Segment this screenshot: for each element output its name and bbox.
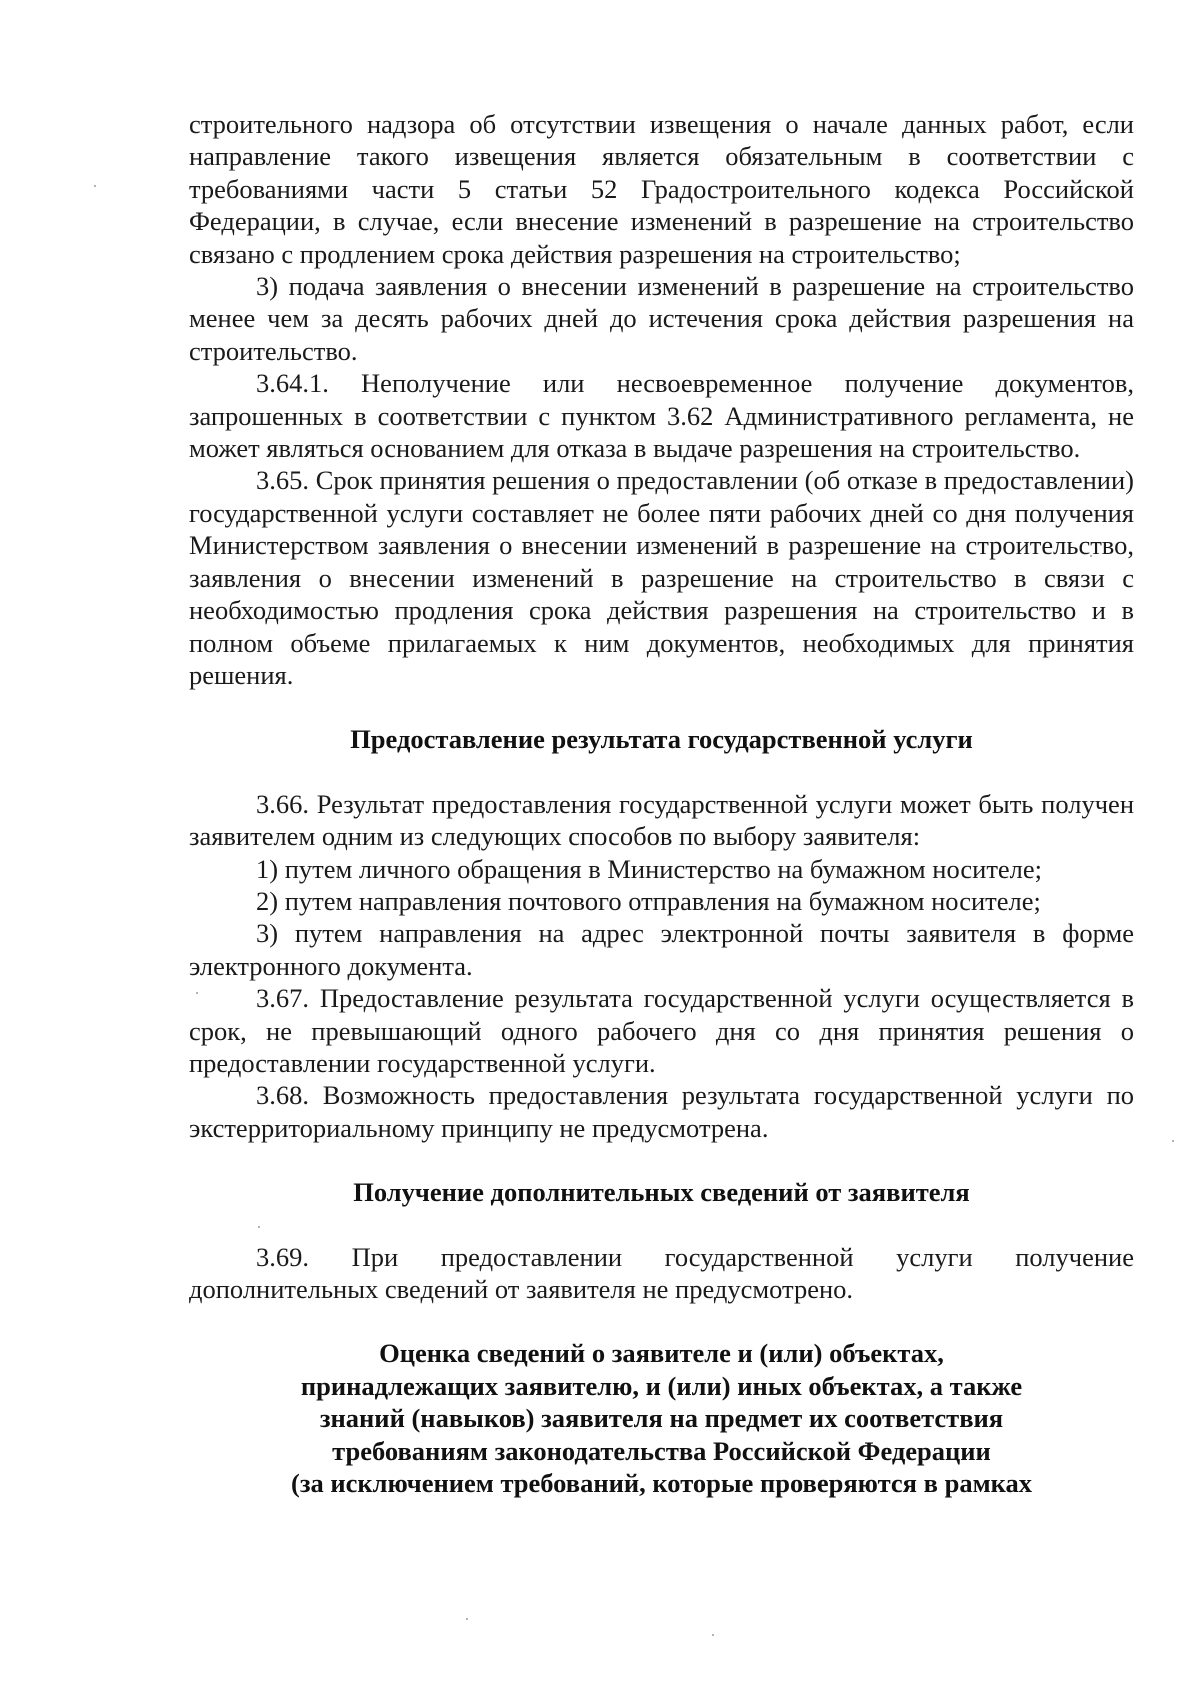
heading-line: знаний (навыков) заявителя на предмет их соответствия (319, 1403, 1004, 1434)
paragraph-3-64-1: 3.64.1. Неполучение или несвоевременное получение документов, запрошенных в соответствии с пунктом 3.62 Административного регламента, не может являться основанием для отказа в выдаче разрешения на строительство. (189, 368, 1134, 464)
scan-speck (1172, 1140, 1174, 1142)
paragraph-3-65: 3.65. Срок принятия решения о предоставлении (об отказе в предоставлении) государственной услуги составляет не более пяти рабочих дней со дня получения Министерством заявления о внесении изменений в разрешение на строительство, заявления о внесении изменений в разрешение на строительство в связи с необходимостью продления срока действия разрешения на строительство и в полном объеме прилагаемых к ним документов, необходимых для принятия решения. (189, 465, 1134, 690)
heading-line: требованиям законодательства Российской Федерации (332, 1435, 991, 1466)
paragraph-3-69: 3.69. При предоставлении государственной услуги получение дополнительных сведений от заявителя не предусмотрено. (189, 1241, 1134, 1304)
list-item-1: 1) путем личного обращения в Министерство на бумажном носителе; (256, 853, 1043, 884)
spacer (189, 691, 1134, 723)
scan-speck (466, 1618, 468, 1620)
section-heading-result: Предоставление результата государственной услуги (350, 724, 973, 755)
paragraph-continuation: строительного надзора об отсутствии извещения о начале данных работ, если направление такого извещения является обязательным в соответствии с требованиями части 5 статьи 52 Градостроительного кодекса Российской Федерации, в случае, если внесение изменений в разрешение на строительство связано с продлением срока действия разрешения на строительство; (189, 109, 1134, 269)
spacer (189, 756, 1134, 788)
paragraph-item-3: 3) подача заявления о внесении изменений в разрешение на строительство менее чем за десять рабочих дней до истечения срока действия разрешения на строительство. (189, 271, 1134, 366)
document-body (189, 108, 1134, 1499)
heading-line: Оценка сведений о заявителе и (или) объектах, (379, 1338, 944, 1369)
list-item-2: 2) путем направления почтового отправления на бумажном носителе; (256, 885, 1041, 916)
scan-speck (94, 185, 96, 187)
heading-line: (за исключением требований, которые проверяются в рамках (291, 1468, 1032, 1499)
scan-speck (712, 1634, 714, 1636)
section-heading-additional: Получение дополнительных сведений от заявителя (353, 1177, 970, 1208)
paragraph-3-66: 3.66. Результат предоставления государственной услуги может быть получен заявителем одним из следующих способов по выбору заявителя: (189, 788, 1134, 852)
heading-line: принадлежащих заявителю, и (или) иных объектах, а также (300, 1370, 1023, 1401)
list-item-3: 3) путем направления на адрес электронной почты заявителя в форме электронного документа. (189, 918, 1134, 981)
spacer (189, 1305, 1134, 1337)
section-heading-assessment (189, 1337, 1134, 1499)
spacer (189, 1209, 1134, 1241)
paragraph-3-67: 3.67. Предоставление результата государственной услуги осуществляется в срок, не превышающий одного рабочего дня со дня принятия решения о предоставлении государственной услуги. (189, 983, 1134, 1078)
spacer (189, 1144, 1134, 1176)
paragraph-3-68: 3.68. Возможность предоставления результата государственной услуги по экстерриториальному принципу не предусмотрена. (189, 1080, 1134, 1143)
